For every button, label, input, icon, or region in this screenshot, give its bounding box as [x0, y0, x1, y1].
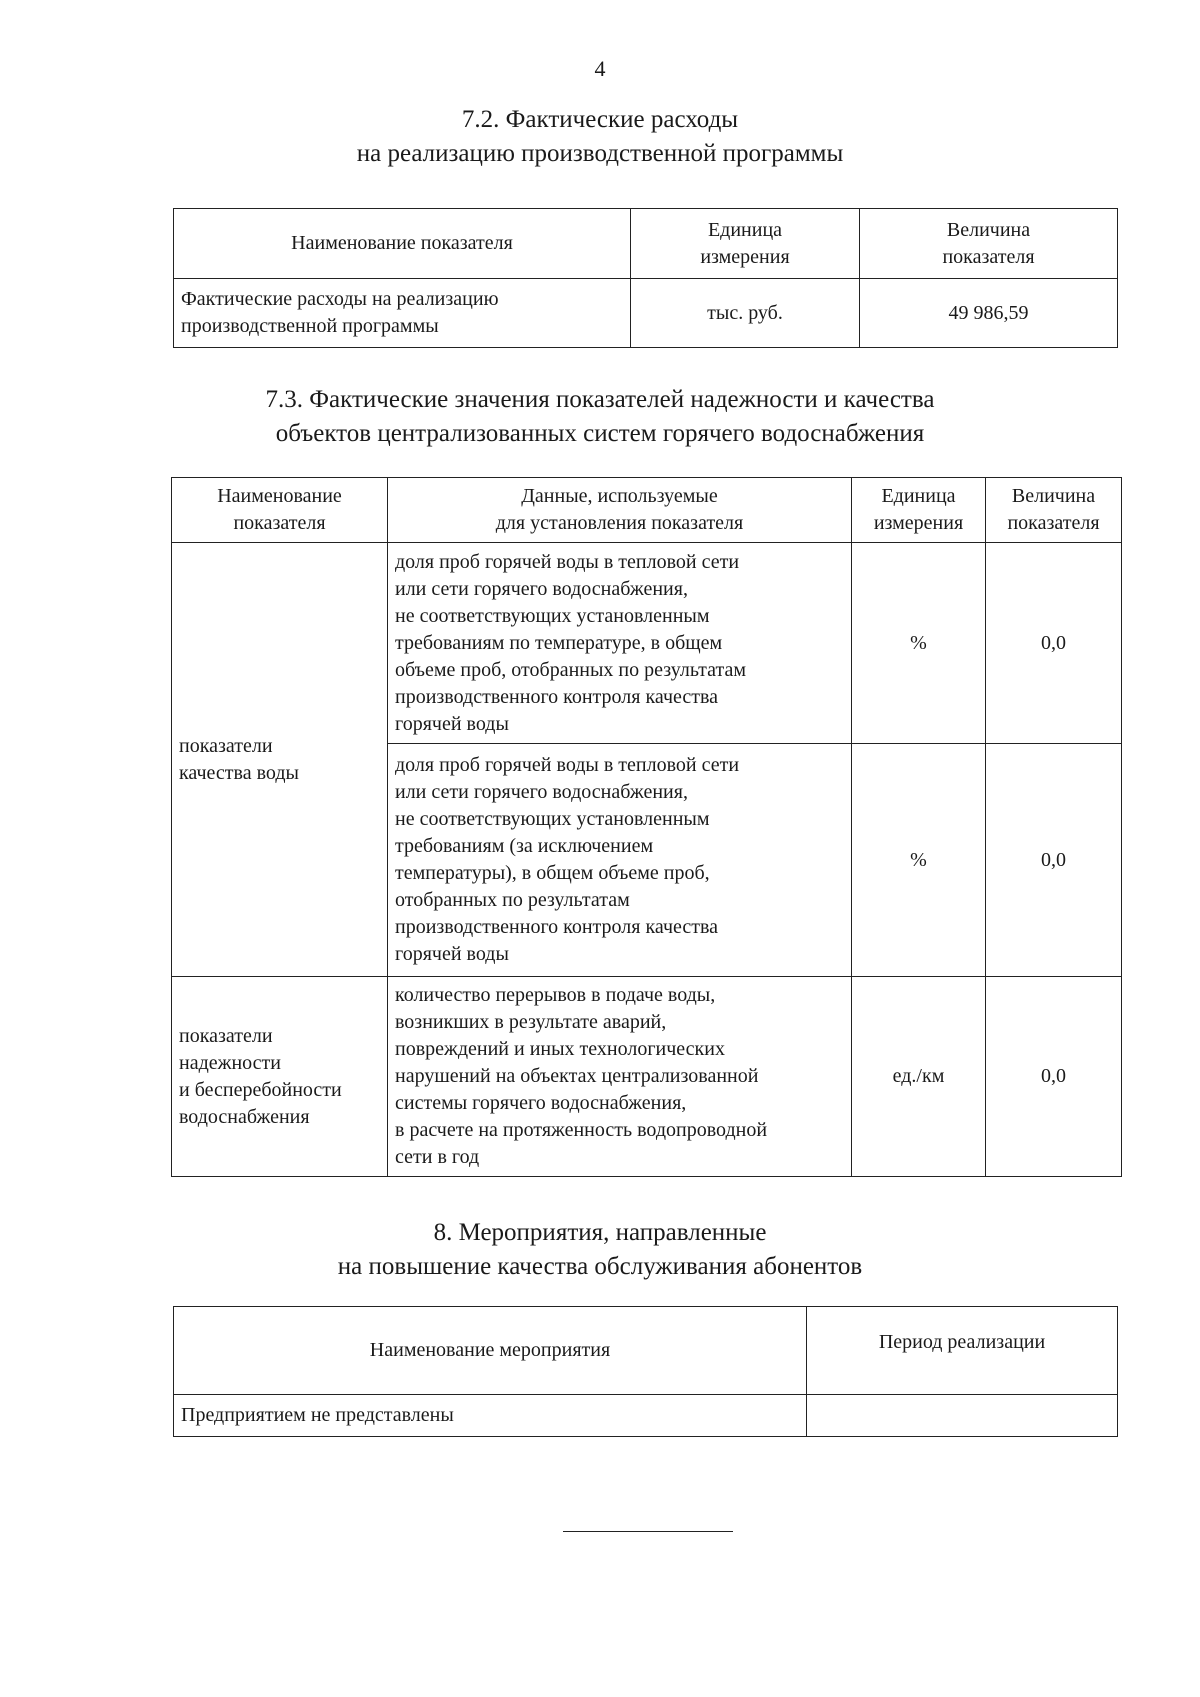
data-line: системы горячего водоснабжения,: [395, 1092, 687, 1114]
data-line: горячей воды: [395, 712, 509, 735]
indicator-group-water-quality: [172, 543, 388, 977]
data-line: не соответствующих установленным: [395, 604, 710, 627]
header-value-line: показателя: [942, 245, 1035, 268]
data-line: возникших в результате аварий,: [395, 1011, 667, 1033]
measures-table-header-row: [174, 1307, 1118, 1395]
end-of-document-rule: [563, 1531, 733, 1532]
header-name-line: Наименование: [217, 485, 342, 507]
header-measure-name: Наименование мероприятия: [174, 1307, 807, 1395]
data-line: в расчете на протяженность водопроводной: [395, 1119, 768, 1141]
data-line: температуры), в общем объеме проб,: [395, 862, 710, 884]
data-line: сети в год: [395, 1146, 480, 1168]
group-name-line: показатели: [179, 734, 273, 757]
data-line: нарушений на объектах централизованной: [395, 1065, 759, 1087]
data-line: доля проб горячей воды в тепловой сети: [395, 754, 740, 776]
unit-cell: ед./км: [852, 977, 986, 1177]
header-unit-line: Единица: [707, 218, 783, 241]
header-value: [860, 209, 1118, 279]
section-7-2-title-line: 7.2. Фактические расходы: [461, 106, 739, 133]
group-name-line: и бесперебойности: [179, 1078, 342, 1101]
header-value: [986, 478, 1122, 543]
section-7-3-title: [0, 383, 1200, 451]
data-used-cell: [388, 543, 852, 744]
data-line: производственного контроля качества: [395, 685, 719, 708]
expenses-name-line: Фактические расходы на реализацию: [181, 288, 499, 310]
header-unit-line: Единица: [881, 485, 956, 507]
header-name-line: показателя: [233, 512, 326, 534]
data-line: не соответствующих установленным: [395, 808, 710, 830]
data-used-cell: [388, 744, 852, 977]
value-cell: 0,0: [986, 977, 1122, 1177]
measures-table: [173, 1306, 1118, 1437]
data-line: или сети горячего водоснабжения,: [395, 781, 688, 803]
data-line: повреждений и иных технологических: [395, 1038, 725, 1060]
expenses-name-cell: [174, 279, 631, 348]
value-cell: 0,0: [986, 543, 1122, 744]
group-name-line: качества воды: [179, 761, 299, 784]
page-number: 4: [594, 56, 606, 81]
value-cell: 0,0: [986, 744, 1122, 977]
header-value-line: Величина: [1011, 485, 1096, 507]
expenses-table: [173, 208, 1118, 348]
header-data-line: Данные, используемые: [521, 485, 718, 507]
header-unit: [852, 478, 986, 543]
data-line: горячей воды: [395, 943, 509, 965]
expenses-value-cell: 49 986,59: [860, 279, 1118, 348]
expenses-table-header-row: [174, 209, 1118, 279]
section-7-3-title-line: объектов централизованных систем горячего водоснабжения: [275, 420, 925, 447]
header-indicator-name: Наименование показателя: [174, 209, 631, 279]
group-name-line: надежности: [179, 1051, 281, 1074]
header-indicator-name: [172, 478, 388, 543]
unit-cell: %: [852, 744, 986, 977]
section-8-title-line: на повышение качества обслуживания абонентов: [337, 1253, 863, 1280]
data-line: отобранных по результатам: [395, 889, 630, 911]
table-row: [172, 977, 1122, 1177]
data-line: доля проб горячей воды в тепловой сети: [395, 550, 740, 573]
header-unit-line: измерения: [700, 245, 790, 268]
header-value-line: Величина: [946, 218, 1031, 241]
table-row: [172, 543, 1122, 744]
section-8-title: [0, 1216, 1200, 1284]
group-name-line: водоснабжения: [179, 1105, 310, 1128]
header-value-line: показателя: [1007, 512, 1100, 534]
section-7-2-title-line: на реализацию производственной программы: [356, 140, 844, 167]
header-unit: [631, 209, 860, 279]
section-8-title-line: 8. Мероприятия, направленные: [433, 1219, 767, 1246]
data-line: требованиям по температуре, в общем: [395, 631, 723, 654]
data-used-cell: [388, 977, 852, 1177]
data-line: или сети горячего водоснабжения,: [395, 577, 688, 600]
expenses-unit-cell: тыс. руб.: [631, 279, 860, 348]
reliability-table-header-row: [172, 478, 1122, 543]
data-line: производственного контроля качества: [395, 916, 719, 938]
table-row: [174, 279, 1118, 348]
section-7-3-title-line: 7.3. Фактические значения показателей надежности и качества: [265, 386, 935, 413]
data-line: требованиям (за исключением: [395, 835, 654, 857]
header-data-used: [388, 478, 852, 543]
group-name-line: показатели: [179, 1024, 273, 1047]
header-period: Период реализации: [807, 1307, 1118, 1395]
indicator-group-reliability: [172, 977, 388, 1177]
expenses-name-line: производственной программы: [181, 315, 439, 337]
table-row: [174, 1395, 1118, 1437]
measure-period-cell: [807, 1395, 1118, 1437]
data-line: объеме проб, отобранных по результатам: [395, 658, 747, 681]
reliability-quality-table: [171, 477, 1122, 1177]
header-data-line: для установления показателя: [495, 512, 744, 534]
measure-name-cell: Предприятием не представлены: [174, 1395, 807, 1437]
unit-cell: %: [852, 543, 986, 744]
section-7-2-title: [0, 103, 1200, 171]
header-unit-line: измерения: [873, 512, 964, 534]
data-line: количество перерывов в подаче воды,: [395, 984, 716, 1006]
